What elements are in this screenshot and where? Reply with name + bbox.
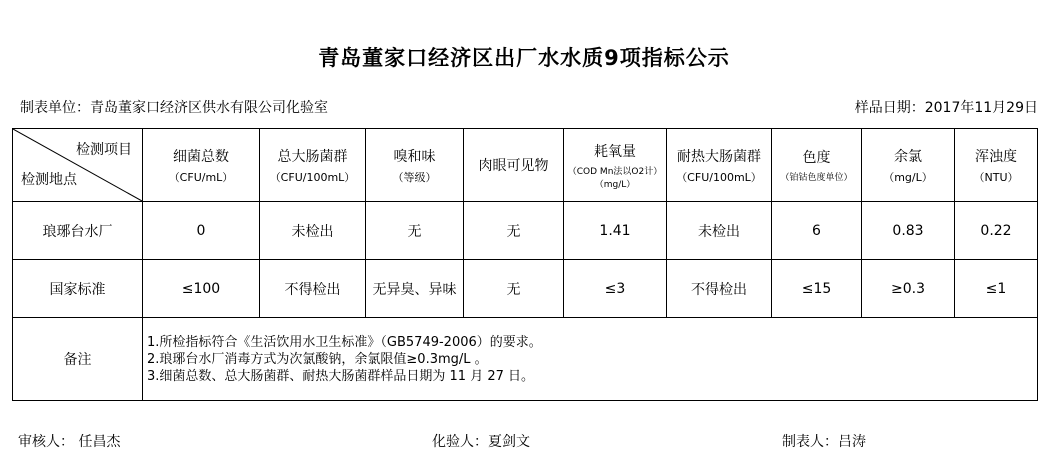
col-odor xyxy=(366,129,464,202)
cell: ≤100 xyxy=(143,260,260,318)
reviewer-signature: 审核人： 任昌杰 xyxy=(18,434,121,450)
corner-bottom-label: 检测地点 xyxy=(21,172,77,188)
cell: 0.22 xyxy=(955,202,1038,260)
cell: 未检出 xyxy=(667,202,772,260)
col-unit: （CFU/100mL） xyxy=(269,170,356,184)
col-bacteria xyxy=(143,129,260,202)
col-coliform xyxy=(260,129,366,202)
issuing-unit: 制表单位：青岛董家口经济区供水有限公司化验室 xyxy=(20,100,328,116)
row-label: 琅琊台水厂 xyxy=(13,202,143,260)
page-title: 青岛董家口经济区出厂水水质9项指标公示 xyxy=(318,46,730,70)
table-row xyxy=(13,202,1038,260)
col-name: 色度 xyxy=(802,150,831,166)
col-name: 耗氧量 xyxy=(594,143,636,160)
col-name: 耐热大肠菌群 xyxy=(677,148,761,165)
cell: 6 xyxy=(772,202,862,260)
maker-signature: 制表人：吕涛 xyxy=(782,434,866,450)
col-name: 余氯 xyxy=(894,148,922,165)
notes-label: 备注 xyxy=(13,318,143,401)
header-row xyxy=(13,129,1038,202)
cell: 1.41 xyxy=(564,202,667,260)
tester-signature: 化验人：夏剑文 xyxy=(432,434,530,450)
col-color xyxy=(772,129,862,202)
note-line: 3.细菌总数、总大肠菌群、耐热大肠菌群样品日期为 11 月 27 日。 xyxy=(147,368,535,384)
cell: 无异臭、异味 xyxy=(366,260,464,318)
col-name: 肉眼可见物 xyxy=(478,158,549,174)
cell: ≤1 xyxy=(955,260,1038,318)
col-cod xyxy=(564,129,667,202)
notes-body xyxy=(143,318,1038,401)
table-row xyxy=(13,260,1038,318)
cell: 无 xyxy=(366,202,464,260)
col-unit: （COD Mn法以O2计）（mg/L） xyxy=(567,166,663,190)
cell: ≤15 xyxy=(772,260,862,318)
col-visible xyxy=(464,129,564,202)
col-name: 细菌总数 xyxy=(173,148,229,165)
col-name: 嗅和味 xyxy=(393,148,436,165)
col-thermo-coliform xyxy=(667,129,772,202)
cell: 0.83 xyxy=(862,202,955,260)
cell: 无 xyxy=(464,260,564,318)
row-label: 国家标准 xyxy=(13,260,143,318)
col-unit: （铂钴色度单位） xyxy=(780,173,853,183)
cell: 无 xyxy=(464,202,564,260)
col-unit: （mg/L） xyxy=(883,170,933,184)
corner-cell xyxy=(13,129,143,202)
col-unit: （NTU） xyxy=(973,170,1019,184)
note-line: 2.琅琊台水厂消毒方式为次氯酸钠，余氯限值≥0.3mg/L 。 xyxy=(147,351,488,367)
col-turbidity xyxy=(955,129,1038,202)
col-name: 总大肠菌群 xyxy=(277,148,348,165)
cell: ≤3 xyxy=(564,260,667,318)
col-unit: （CFU/100mL） xyxy=(676,170,762,184)
water-quality-table xyxy=(12,128,1038,401)
cell: 0 xyxy=(143,202,260,260)
col-unit: （等级） xyxy=(392,170,437,184)
col-chlorine xyxy=(862,129,955,202)
cell: 不得检出 xyxy=(260,260,366,318)
col-name: 浑浊度 xyxy=(975,148,1017,165)
col-unit: （CFU/mL） xyxy=(168,170,234,184)
sample-date: 样品日期：2017年11月29日 xyxy=(854,100,1038,116)
cell: 未检出 xyxy=(260,202,366,260)
cell: 不得检出 xyxy=(667,260,772,318)
notes-row xyxy=(13,318,1038,401)
corner-top-label: 检测项目 xyxy=(76,142,132,158)
note-line: 1.所检指标符合《生活饮用水卫生标准》（GB5749-2006）的要求。 xyxy=(147,334,542,350)
cell: ≥0.3 xyxy=(862,260,955,318)
